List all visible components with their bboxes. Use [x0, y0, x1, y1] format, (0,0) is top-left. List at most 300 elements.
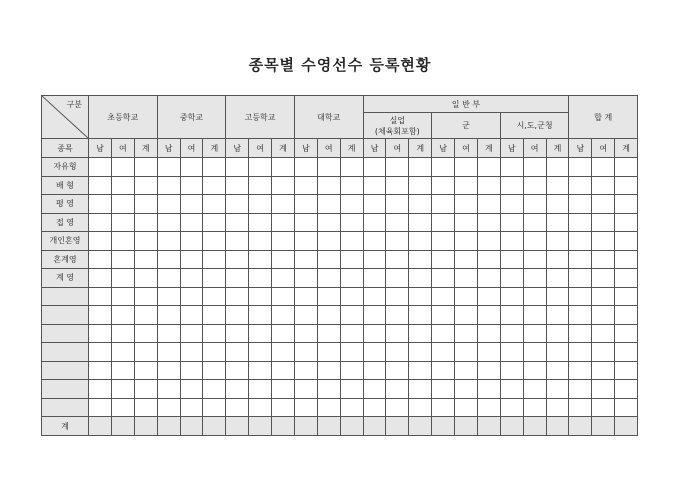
data-cell[interactable]	[477, 343, 500, 362]
data-cell[interactable]	[180, 380, 203, 399]
data-cell[interactable]	[111, 250, 134, 269]
data-cell[interactable]	[203, 158, 226, 177]
total-cell[interactable]	[180, 417, 203, 436]
data-cell[interactable]	[203, 176, 226, 195]
data-cell[interactable]	[317, 176, 340, 195]
data-cell[interactable]	[111, 287, 134, 306]
data-cell[interactable]	[500, 287, 523, 306]
data-cell[interactable]	[569, 176, 592, 195]
total-cell[interactable]	[203, 417, 226, 436]
data-cell[interactable]	[592, 269, 615, 288]
data-cell[interactable]	[134, 250, 157, 269]
total-cell[interactable]	[134, 417, 157, 436]
data-cell[interactable]	[523, 250, 546, 269]
data-cell[interactable]	[477, 158, 500, 177]
data-cell[interactable]	[89, 176, 112, 195]
data-cell[interactable]	[455, 380, 478, 399]
data-cell[interactable]	[409, 343, 432, 362]
data-cell[interactable]	[592, 306, 615, 325]
data-cell[interactable]	[386, 398, 409, 417]
data-cell[interactable]	[294, 158, 317, 177]
data-cell[interactable]	[203, 306, 226, 325]
data-cell[interactable]	[363, 380, 386, 399]
data-cell[interactable]	[111, 306, 134, 325]
data-cell[interactable]	[249, 232, 272, 251]
data-cell[interactable]	[592, 250, 615, 269]
data-cell[interactable]	[134, 306, 157, 325]
data-cell[interactable]	[317, 324, 340, 343]
data-cell[interactable]	[157, 287, 180, 306]
data-cell[interactable]	[523, 306, 546, 325]
total-cell[interactable]	[249, 417, 272, 436]
total-cell[interactable]	[432, 417, 455, 436]
data-cell[interactable]	[89, 324, 112, 343]
data-cell[interactable]	[615, 158, 638, 177]
data-cell[interactable]	[294, 269, 317, 288]
data-cell[interactable]	[111, 158, 134, 177]
total-cell[interactable]	[455, 417, 478, 436]
total-cell[interactable]	[569, 417, 592, 436]
total-cell[interactable]	[477, 417, 500, 436]
data-cell[interactable]	[500, 361, 523, 380]
data-cell[interactable]	[272, 380, 295, 399]
total-cell[interactable]	[340, 417, 363, 436]
data-cell[interactable]	[180, 195, 203, 214]
data-cell[interactable]	[363, 361, 386, 380]
data-cell[interactable]	[294, 380, 317, 399]
data-cell[interactable]	[455, 306, 478, 325]
data-cell[interactable]	[89, 287, 112, 306]
data-cell[interactable]	[455, 195, 478, 214]
data-cell[interactable]	[317, 195, 340, 214]
data-cell[interactable]	[317, 158, 340, 177]
data-cell[interactable]	[500, 213, 523, 232]
data-cell[interactable]	[546, 269, 569, 288]
data-cell[interactable]	[615, 232, 638, 251]
data-cell[interactable]	[409, 176, 432, 195]
data-cell[interactable]	[203, 324, 226, 343]
data-cell[interactable]	[569, 232, 592, 251]
data-cell[interactable]	[477, 232, 500, 251]
data-cell[interactable]	[249, 269, 272, 288]
data-cell[interactable]	[546, 306, 569, 325]
data-cell[interactable]	[569, 380, 592, 399]
data-cell[interactable]	[226, 343, 249, 362]
data-cell[interactable]	[226, 195, 249, 214]
data-cell[interactable]	[615, 213, 638, 232]
data-cell[interactable]	[89, 306, 112, 325]
data-cell[interactable]	[272, 232, 295, 251]
data-cell[interactable]	[294, 213, 317, 232]
data-cell[interactable]	[272, 250, 295, 269]
data-cell[interactable]	[180, 306, 203, 325]
data-cell[interactable]	[294, 250, 317, 269]
data-cell[interactable]	[111, 324, 134, 343]
data-cell[interactable]	[386, 343, 409, 362]
data-cell[interactable]	[409, 361, 432, 380]
data-cell[interactable]	[203, 232, 226, 251]
data-cell[interactable]	[180, 250, 203, 269]
data-cell[interactable]	[546, 398, 569, 417]
data-cell[interactable]	[134, 398, 157, 417]
data-cell[interactable]	[455, 158, 478, 177]
data-cell[interactable]	[409, 398, 432, 417]
data-cell[interactable]	[226, 380, 249, 399]
data-cell[interactable]	[203, 269, 226, 288]
data-cell[interactable]	[546, 195, 569, 214]
data-cell[interactable]	[111, 213, 134, 232]
data-cell[interactable]	[111, 380, 134, 399]
data-cell[interactable]	[157, 306, 180, 325]
data-cell[interactable]	[455, 287, 478, 306]
data-cell[interactable]	[477, 176, 500, 195]
data-cell[interactable]	[294, 176, 317, 195]
data-cell[interactable]	[615, 324, 638, 343]
data-cell[interactable]	[157, 195, 180, 214]
data-cell[interactable]	[477, 398, 500, 417]
data-cell[interactable]	[592, 158, 615, 177]
data-cell[interactable]	[317, 250, 340, 269]
data-cell[interactable]	[89, 158, 112, 177]
data-cell[interactable]	[569, 343, 592, 362]
data-cell[interactable]	[409, 287, 432, 306]
total-cell[interactable]	[157, 417, 180, 436]
data-cell[interactable]	[592, 380, 615, 399]
data-cell[interactable]	[272, 213, 295, 232]
total-cell[interactable]	[500, 417, 523, 436]
data-cell[interactable]	[569, 158, 592, 177]
data-cell[interactable]	[569, 250, 592, 269]
data-cell[interactable]	[111, 343, 134, 362]
data-cell[interactable]	[363, 398, 386, 417]
data-cell[interactable]	[363, 195, 386, 214]
data-cell[interactable]	[249, 398, 272, 417]
data-cell[interactable]	[523, 158, 546, 177]
data-cell[interactable]	[157, 324, 180, 343]
data-cell[interactable]	[340, 287, 363, 306]
data-cell[interactable]	[134, 324, 157, 343]
data-cell[interactable]	[523, 343, 546, 362]
data-cell[interactable]	[111, 176, 134, 195]
data-cell[interactable]	[203, 398, 226, 417]
data-cell[interactable]	[317, 269, 340, 288]
data-cell[interactable]	[569, 398, 592, 417]
data-cell[interactable]	[523, 380, 546, 399]
data-cell[interactable]	[546, 361, 569, 380]
data-cell[interactable]	[592, 176, 615, 195]
data-cell[interactable]	[340, 250, 363, 269]
data-cell[interactable]	[180, 269, 203, 288]
data-cell[interactable]	[477, 213, 500, 232]
data-cell[interactable]	[386, 287, 409, 306]
data-cell[interactable]	[317, 287, 340, 306]
data-cell[interactable]	[409, 269, 432, 288]
data-cell[interactable]	[157, 269, 180, 288]
data-cell[interactable]	[134, 195, 157, 214]
total-cell[interactable]	[294, 417, 317, 436]
data-cell[interactable]	[455, 269, 478, 288]
data-cell[interactable]	[500, 195, 523, 214]
data-cell[interactable]	[272, 287, 295, 306]
data-cell[interactable]	[249, 343, 272, 362]
data-cell[interactable]	[317, 361, 340, 380]
data-cell[interactable]	[546, 287, 569, 306]
data-cell[interactable]	[111, 361, 134, 380]
data-cell[interactable]	[340, 380, 363, 399]
data-cell[interactable]	[249, 306, 272, 325]
data-cell[interactable]	[592, 343, 615, 362]
total-cell[interactable]	[523, 417, 546, 436]
data-cell[interactable]	[432, 176, 455, 195]
data-cell[interactable]	[569, 195, 592, 214]
data-cell[interactable]	[386, 195, 409, 214]
data-cell[interactable]	[134, 343, 157, 362]
data-cell[interactable]	[363, 306, 386, 325]
data-cell[interactable]	[500, 380, 523, 399]
data-cell[interactable]	[569, 269, 592, 288]
total-cell[interactable]	[615, 417, 638, 436]
data-cell[interactable]	[180, 324, 203, 343]
data-cell[interactable]	[89, 361, 112, 380]
data-cell[interactable]	[226, 306, 249, 325]
data-cell[interactable]	[592, 324, 615, 343]
total-cell[interactable]	[363, 417, 386, 436]
data-cell[interactable]	[249, 380, 272, 399]
data-cell[interactable]	[386, 232, 409, 251]
data-cell[interactable]	[157, 158, 180, 177]
data-cell[interactable]	[180, 398, 203, 417]
total-cell[interactable]	[111, 417, 134, 436]
data-cell[interactable]	[180, 232, 203, 251]
data-cell[interactable]	[340, 232, 363, 251]
data-cell[interactable]	[409, 158, 432, 177]
data-cell[interactable]	[432, 361, 455, 380]
data-cell[interactable]	[409, 380, 432, 399]
data-cell[interactable]	[157, 232, 180, 251]
data-cell[interactable]	[157, 398, 180, 417]
data-cell[interactable]	[134, 361, 157, 380]
data-cell[interactable]	[409, 324, 432, 343]
data-cell[interactable]	[363, 158, 386, 177]
data-cell[interactable]	[386, 306, 409, 325]
data-cell[interactable]	[477, 380, 500, 399]
data-cell[interactable]	[386, 269, 409, 288]
data-cell[interactable]	[272, 306, 295, 325]
data-cell[interactable]	[477, 324, 500, 343]
data-cell[interactable]	[226, 287, 249, 306]
data-cell[interactable]	[226, 361, 249, 380]
data-cell[interactable]	[455, 250, 478, 269]
data-cell[interactable]	[386, 158, 409, 177]
data-cell[interactable]	[157, 361, 180, 380]
data-cell[interactable]	[386, 361, 409, 380]
data-cell[interactable]	[111, 232, 134, 251]
data-cell[interactable]	[500, 343, 523, 362]
data-cell[interactable]	[615, 343, 638, 362]
data-cell[interactable]	[455, 232, 478, 251]
data-cell[interactable]	[363, 250, 386, 269]
data-cell[interactable]	[157, 343, 180, 362]
data-cell[interactable]	[500, 176, 523, 195]
data-cell[interactable]	[317, 213, 340, 232]
data-cell[interactable]	[180, 361, 203, 380]
total-cell[interactable]	[386, 417, 409, 436]
data-cell[interactable]	[272, 176, 295, 195]
data-cell[interactable]	[386, 324, 409, 343]
data-cell[interactable]	[294, 195, 317, 214]
data-cell[interactable]	[272, 195, 295, 214]
data-cell[interactable]	[340, 361, 363, 380]
data-cell[interactable]	[134, 213, 157, 232]
data-cell[interactable]	[455, 176, 478, 195]
data-cell[interactable]	[386, 213, 409, 232]
data-cell[interactable]	[546, 250, 569, 269]
data-cell[interactable]	[592, 287, 615, 306]
data-cell[interactable]	[432, 287, 455, 306]
data-cell[interactable]	[340, 158, 363, 177]
data-cell[interactable]	[226, 213, 249, 232]
data-cell[interactable]	[615, 361, 638, 380]
data-cell[interactable]	[157, 250, 180, 269]
data-cell[interactable]	[500, 269, 523, 288]
data-cell[interactable]	[523, 176, 546, 195]
data-cell[interactable]	[546, 176, 569, 195]
data-cell[interactable]	[89, 195, 112, 214]
data-cell[interactable]	[592, 213, 615, 232]
data-cell[interactable]	[249, 250, 272, 269]
data-cell[interactable]	[615, 306, 638, 325]
data-cell[interactable]	[89, 213, 112, 232]
data-cell[interactable]	[89, 232, 112, 251]
data-cell[interactable]	[546, 324, 569, 343]
data-cell[interactable]	[249, 213, 272, 232]
total-cell[interactable]	[272, 417, 295, 436]
data-cell[interactable]	[523, 324, 546, 343]
data-cell[interactable]	[180, 287, 203, 306]
data-cell[interactable]	[294, 306, 317, 325]
data-cell[interactable]	[546, 380, 569, 399]
data-cell[interactable]	[203, 361, 226, 380]
data-cell[interactable]	[500, 398, 523, 417]
data-cell[interactable]	[432, 232, 455, 251]
data-cell[interactable]	[500, 306, 523, 325]
data-cell[interactable]	[569, 361, 592, 380]
data-cell[interactable]	[477, 287, 500, 306]
data-cell[interactable]	[615, 250, 638, 269]
data-cell[interactable]	[569, 213, 592, 232]
data-cell[interactable]	[89, 380, 112, 399]
data-cell[interactable]	[226, 250, 249, 269]
total-cell[interactable]	[409, 417, 432, 436]
data-cell[interactable]	[386, 380, 409, 399]
data-cell[interactable]	[294, 324, 317, 343]
data-cell[interactable]	[546, 232, 569, 251]
data-cell[interactable]	[203, 213, 226, 232]
data-cell[interactable]	[363, 232, 386, 251]
data-cell[interactable]	[432, 380, 455, 399]
data-cell[interactable]	[523, 398, 546, 417]
data-cell[interactable]	[203, 287, 226, 306]
data-cell[interactable]	[569, 287, 592, 306]
data-cell[interactable]	[615, 195, 638, 214]
data-cell[interactable]	[272, 158, 295, 177]
data-cell[interactable]	[294, 232, 317, 251]
data-cell[interactable]	[432, 213, 455, 232]
data-cell[interactable]	[523, 287, 546, 306]
data-cell[interactable]	[386, 250, 409, 269]
data-cell[interactable]	[363, 213, 386, 232]
data-cell[interactable]	[203, 380, 226, 399]
data-cell[interactable]	[455, 343, 478, 362]
data-cell[interactable]	[294, 361, 317, 380]
data-cell[interactable]	[340, 195, 363, 214]
data-cell[interactable]	[249, 324, 272, 343]
data-cell[interactable]	[455, 213, 478, 232]
data-cell[interactable]	[432, 250, 455, 269]
data-cell[interactable]	[180, 343, 203, 362]
data-cell[interactable]	[226, 324, 249, 343]
data-cell[interactable]	[134, 232, 157, 251]
data-cell[interactable]	[317, 398, 340, 417]
data-cell[interactable]	[455, 324, 478, 343]
data-cell[interactable]	[340, 269, 363, 288]
data-cell[interactable]	[523, 195, 546, 214]
data-cell[interactable]	[111, 269, 134, 288]
data-cell[interactable]	[363, 269, 386, 288]
data-cell[interactable]	[363, 343, 386, 362]
data-cell[interactable]	[409, 232, 432, 251]
data-cell[interactable]	[546, 343, 569, 362]
data-cell[interactable]	[523, 232, 546, 251]
data-cell[interactable]	[317, 232, 340, 251]
data-cell[interactable]	[157, 213, 180, 232]
data-cell[interactable]	[477, 361, 500, 380]
data-cell[interactable]	[134, 380, 157, 399]
data-cell[interactable]	[294, 343, 317, 362]
data-cell[interactable]	[180, 158, 203, 177]
data-cell[interactable]	[569, 324, 592, 343]
data-cell[interactable]	[409, 250, 432, 269]
data-cell[interactable]	[409, 213, 432, 232]
data-cell[interactable]	[592, 361, 615, 380]
data-cell[interactable]	[203, 250, 226, 269]
data-cell[interactable]	[455, 398, 478, 417]
data-cell[interactable]	[523, 361, 546, 380]
data-cell[interactable]	[134, 287, 157, 306]
data-cell[interactable]	[432, 269, 455, 288]
data-cell[interactable]	[615, 380, 638, 399]
data-cell[interactable]	[340, 306, 363, 325]
data-cell[interactable]	[317, 343, 340, 362]
data-cell[interactable]	[272, 343, 295, 362]
data-cell[interactable]	[340, 176, 363, 195]
data-cell[interactable]	[340, 398, 363, 417]
data-cell[interactable]	[546, 158, 569, 177]
data-cell[interactable]	[592, 232, 615, 251]
data-cell[interactable]	[111, 398, 134, 417]
total-cell[interactable]	[89, 417, 112, 436]
data-cell[interactable]	[363, 287, 386, 306]
data-cell[interactable]	[409, 195, 432, 214]
data-cell[interactable]	[180, 213, 203, 232]
data-cell[interactable]	[500, 232, 523, 251]
data-cell[interactable]	[180, 176, 203, 195]
data-cell[interactable]	[272, 324, 295, 343]
data-cell[interactable]	[363, 324, 386, 343]
data-cell[interactable]	[477, 195, 500, 214]
data-cell[interactable]	[249, 287, 272, 306]
data-cell[interactable]	[294, 398, 317, 417]
